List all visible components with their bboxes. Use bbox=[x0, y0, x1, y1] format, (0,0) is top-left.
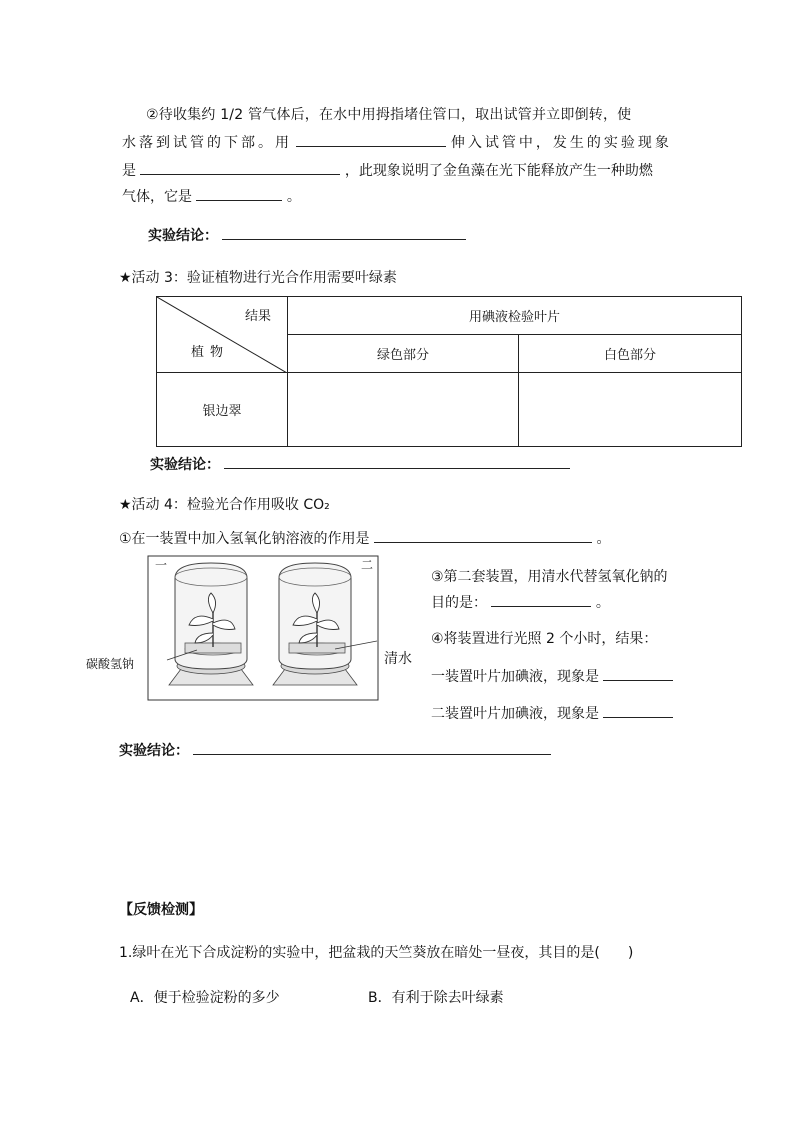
step2-line1: ②待收集约 1/2 管气体后，在水中用拇指堵住管口，取出试管并立即倒转，使 bbox=[146, 107, 632, 123]
col-green-header: 绿色部分 bbox=[288, 335, 519, 373]
bell-jar-one bbox=[169, 563, 253, 685]
label-one: 一 bbox=[155, 558, 168, 572]
q1-text: ①在一装置中加入氢氧化钠溶液的作用是 bbox=[119, 531, 370, 547]
q3-line1: ③第二套装置，用清水代替氢氧化钠的 bbox=[431, 569, 668, 585]
label-sodium-bicarbonate: 碳酸氢钠 bbox=[86, 657, 135, 671]
step2-line2-text-b: 伸入试管中，发生的实验现象 bbox=[450, 135, 672, 151]
label-two: 二 bbox=[361, 558, 374, 572]
conclusion-label: 实验结论： bbox=[148, 228, 218, 244]
q3-line2 bbox=[431, 592, 610, 612]
activity4-title: ★活动 4：检验光合作用吸收 CO₂ bbox=[119, 497, 330, 513]
apparatus-figure bbox=[85, 553, 385, 703]
result-one bbox=[431, 666, 673, 686]
conclusion-1 bbox=[148, 225, 466, 245]
result-one-text: 一装置叶片加碘液，现象是 bbox=[431, 669, 599, 685]
step2-line2 bbox=[122, 132, 672, 152]
step2-line4-text-b: 。 bbox=[286, 189, 301, 205]
answer-blank-result-two[interactable] bbox=[603, 703, 673, 718]
step2-line4-text-a: 气体，它是 bbox=[122, 189, 192, 205]
corner-bottom-label: 植物 bbox=[191, 345, 230, 360]
answer-blank-result-one[interactable] bbox=[603, 666, 673, 681]
answer-blank-water-purpose[interactable] bbox=[491, 592, 591, 607]
answer-blank-conclusion-3[interactable] bbox=[193, 740, 551, 755]
answer-blank-conclusion-1[interactable] bbox=[222, 225, 466, 240]
step2-line2-text-a: 水落到试管的下部。用 bbox=[122, 135, 292, 151]
conclusion-label: 实验结论： bbox=[150, 457, 220, 473]
answer-blank-conclusion-2[interactable] bbox=[224, 454, 570, 469]
corner-top-label: 结果 bbox=[244, 309, 271, 324]
answer-blank-gas[interactable] bbox=[196, 186, 282, 201]
step2-line3-text-b: ，此现象说明了金鱼藻在光下能释放产生一种助燃 bbox=[344, 163, 653, 179]
answer-blank-naoh-role[interactable] bbox=[374, 528, 592, 543]
q4-line: ④将装置进行光照 2 个小时，结果： bbox=[431, 631, 658, 647]
result-two bbox=[431, 703, 673, 723]
result-table bbox=[156, 296, 742, 447]
conclusion-label: 实验结论： bbox=[119, 743, 189, 759]
option-b[interactable]: B．有利于除去叶绿素 bbox=[368, 990, 504, 1006]
answer-blank-phenomenon[interactable] bbox=[140, 160, 340, 175]
col-white-header: 白色部分 bbox=[519, 335, 742, 373]
conclusion-2 bbox=[150, 454, 570, 474]
label-clear-water: 清水 bbox=[384, 651, 412, 667]
q1-end: 。 bbox=[596, 531, 611, 547]
activity3-title: ★活动 3：验证植物进行光合作用需要叶绿素 bbox=[119, 270, 397, 286]
feedback-q1: 1.绿叶在光下合成淀粉的实验中，把盆栽的天竺葵放在暗处一昼夜，其目的是( ) bbox=[119, 945, 634, 961]
group-header: 用碘液检验叶片 bbox=[288, 297, 742, 335]
feedback-title: 【反馈检测】 bbox=[119, 902, 203, 918]
conclusion-3 bbox=[119, 740, 551, 760]
result-two-text: 二装置叶片加碘液，现象是 bbox=[431, 706, 599, 722]
bell-jar-two bbox=[273, 563, 357, 685]
cell-green-answer[interactable] bbox=[288, 373, 519, 447]
q3-end: 。 bbox=[595, 595, 610, 611]
cell-white-answer[interactable] bbox=[519, 373, 742, 447]
answer-blank-tool[interactable] bbox=[296, 132, 446, 147]
row-label: 银边翠 bbox=[157, 373, 288, 447]
step2-line3 bbox=[122, 160, 653, 180]
table-corner-cell bbox=[157, 297, 288, 373]
step2-line4 bbox=[122, 186, 301, 206]
activity4-q1 bbox=[119, 528, 610, 548]
q3-text: 目的是： bbox=[431, 595, 487, 611]
step2-line3-text-a: 是 bbox=[122, 163, 136, 179]
option-a[interactable]: A．便于检验淀粉的多少 bbox=[130, 990, 280, 1006]
